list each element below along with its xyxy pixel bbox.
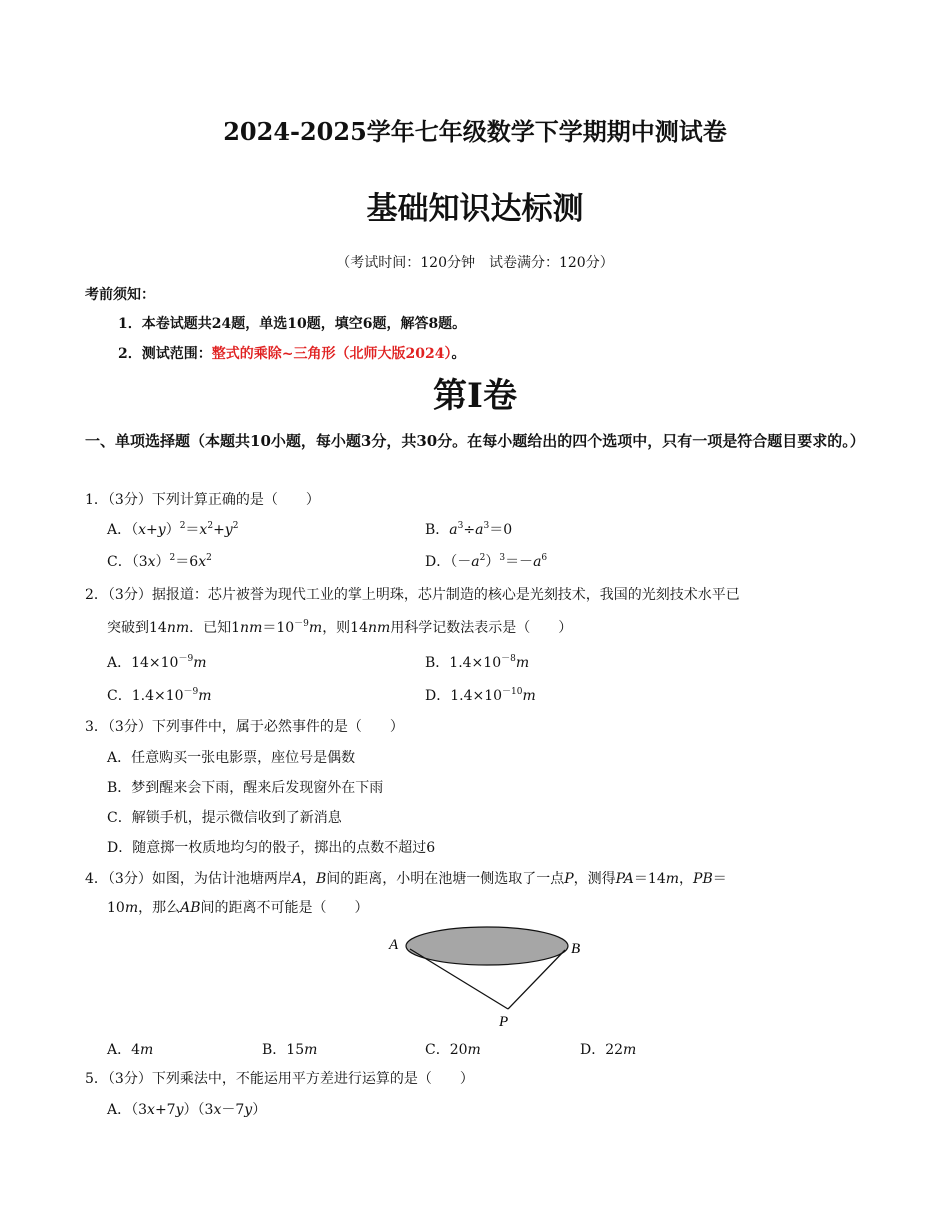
q4-option-a: A．4m bbox=[107, 1042, 154, 1058]
q1-option-d: D．$(-a^2)^3=-a^6$ bbox=[425, 553, 548, 570]
q5-option-a: A．（3x+7y）（3x－7y） bbox=[107, 1102, 267, 1118]
q1-stem: 1．（3分）下列计算正确的是（ ） bbox=[85, 492, 320, 508]
q2-option-c: C．$1.4\times 10^{-9}m$ bbox=[107, 687, 212, 704]
notes-heading: 考前须知： bbox=[85, 287, 155, 303]
q4-stem-line2: 10m，那么AB间的距离不可能是（ ） bbox=[107, 900, 369, 916]
q1-option-b: B．$a^3\div a^3=0$ bbox=[425, 521, 513, 538]
point-p-label: P bbox=[499, 1014, 509, 1030]
q2-stem-line1: 2．（3分）据报道：芯片被誉为现代工业的掌上明珠，芯片制造的核心是光刻技术，我国的光刻技术水平已 bbox=[85, 587, 740, 603]
volume-title: 第Ⅰ卷 bbox=[433, 376, 517, 416]
q3-option-c: C．解锁手机，提示微信收到了新消息 bbox=[107, 810, 342, 826]
section-1-heading: 一、单项选择题（本题共10小题，每小题3分，共30分。在每小题给出的四个选项中，只有一项是符合题目要求的。） bbox=[85, 432, 865, 450]
q4-stem-line1: 4．（3分）如图，为估计池塘两岸A，B间的距离，小明在池塘一侧选取了一点P，测得PA＝14m，PB＝ bbox=[85, 871, 727, 887]
q2-option-a: A．$14\times 10^{-9}m$ bbox=[107, 654, 207, 671]
q2-option-d: D．$1.4\times 10^{-10}m$ bbox=[425, 687, 536, 704]
exam-info: （考试时间：120分钟 试卷满分：120分） bbox=[336, 255, 614, 271]
note-2 bbox=[118, 343, 465, 363]
q4-option-c: C．20m bbox=[425, 1042, 481, 1058]
note-1: 1．本卷试题共24题，单选10题，填空6题，解答8题。 bbox=[118, 316, 467, 332]
note-2-suffix: 。 bbox=[451, 346, 466, 362]
q2-option-b: B．$1.4\times 10^{-8}m$ bbox=[425, 654, 530, 671]
exam-title: 2024-2025学年七年级数学下学期期中测试卷 bbox=[223, 117, 727, 146]
q4-option-b: B．15m bbox=[262, 1042, 318, 1058]
point-b-label: B bbox=[571, 941, 581, 957]
note-2-prefix: 2．测试范围： bbox=[118, 346, 212, 362]
q4-option-d: D．22m bbox=[580, 1042, 637, 1058]
q1-option-c: C．$(3x)^2=6x^2$ bbox=[107, 553, 212, 570]
q3-option-b: B．梦到醒来会下雨，醒来后发现窗外在下雨 bbox=[107, 780, 384, 796]
point-a-label: A bbox=[389, 937, 399, 953]
note-2-scope: 整式的乘除~三角形（北师大版2024） bbox=[211, 346, 452, 362]
exam-subtitle: 基础知识达标测 bbox=[366, 191, 584, 227]
q3-option-d: D．随意掷一枚质地均匀的骰子，掷出的点数不超过6 bbox=[107, 840, 436, 856]
q5-stem: 5．（3分）下列乘法中，不能运用平方差进行运算的是（ ） bbox=[85, 1071, 474, 1087]
pond-ellipse bbox=[406, 927, 568, 965]
q3-stem: 3．（3分）下列事件中，属于必然事件的是（ ） bbox=[85, 719, 404, 735]
q3-option-a: A．任意购买一张电影票，座位号是偶数 bbox=[107, 750, 356, 766]
q1-option-a: A．$(x+y)^2=x^2+y^2$ bbox=[107, 521, 239, 538]
q2-stem-line2: 突破到14nm．已知$1nm=10^{-9}m$，则14nm用科学记数法表示是（ ） bbox=[107, 619, 573, 636]
pond-figure bbox=[380, 925, 590, 1030]
